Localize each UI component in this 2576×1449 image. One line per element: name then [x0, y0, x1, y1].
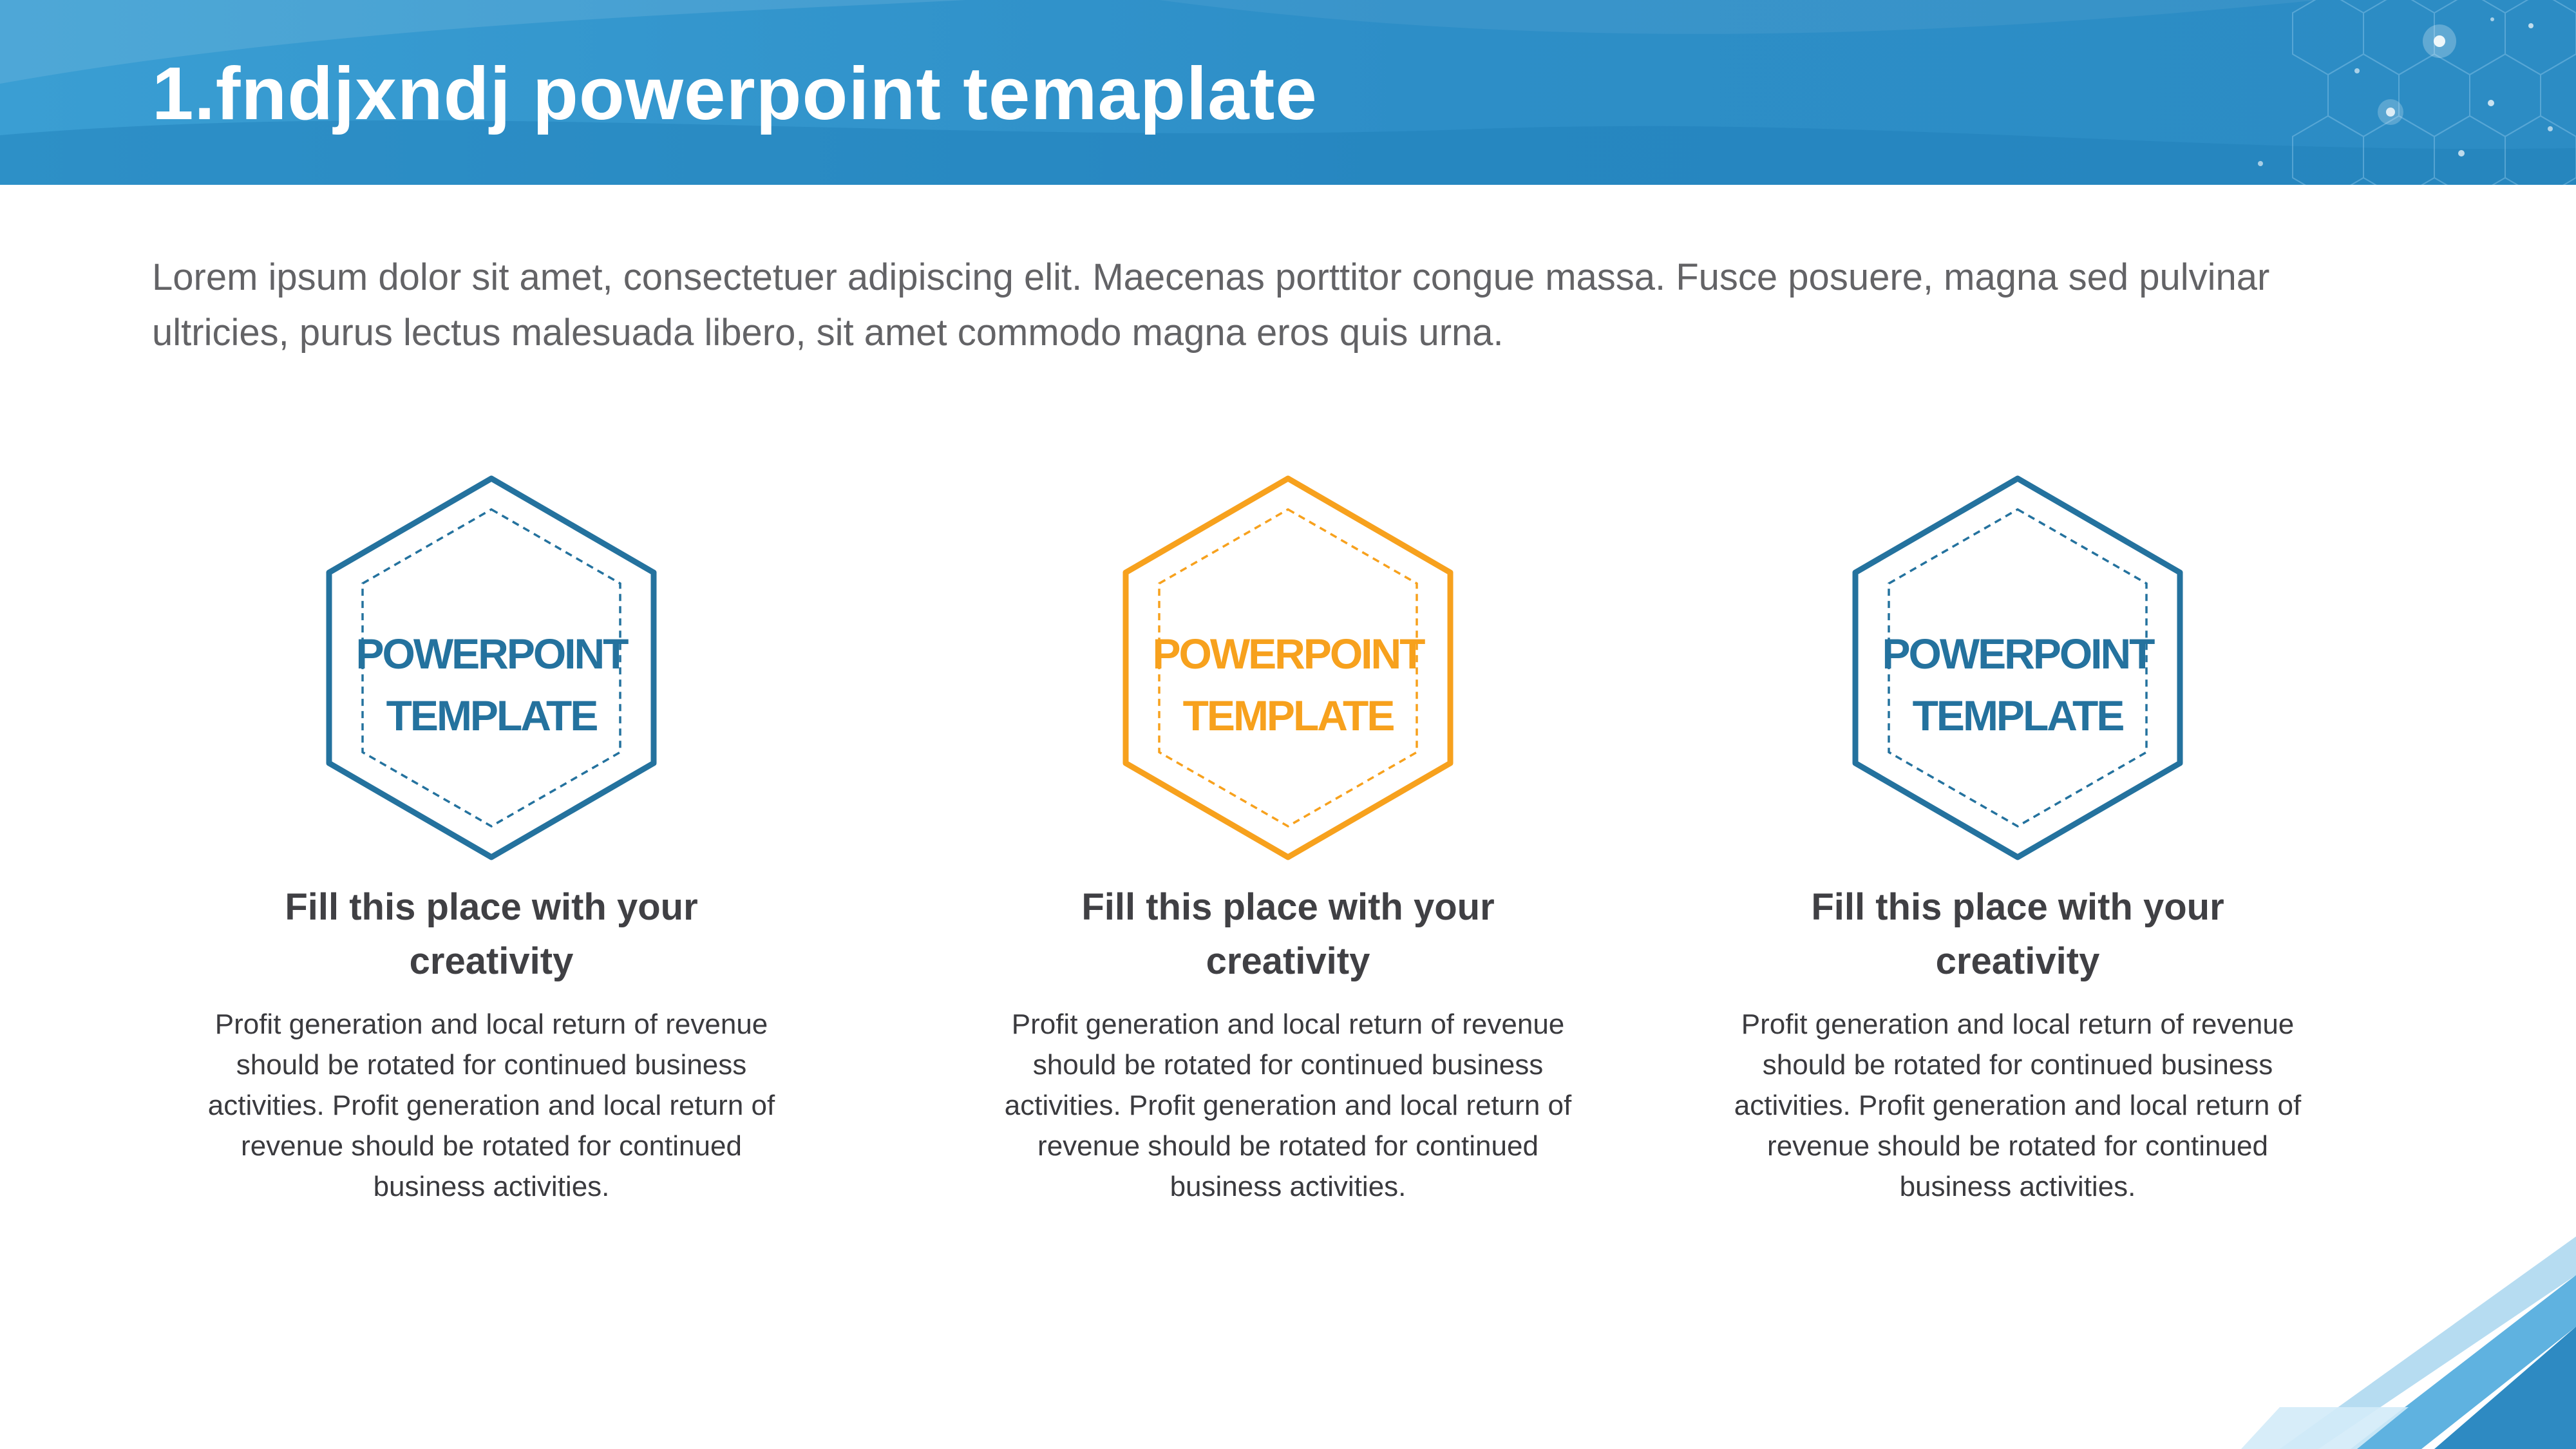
- intro-paragraph: Lorem ipsum dolor sit amet, consectetuer adipiscing elit. Maecenas porttitor congue massa. Fusce posuere, magna sed pulvinar ultricies, purus lectus malesuada libero, sit amet commodo magna eros quis urna.: [152, 256, 2270, 354]
- corner-decoration: [2241, 1236, 2576, 1449]
- card-heading-line-1: Fill this place with your: [285, 886, 698, 928]
- card-heading-line-2: creativity: [1206, 940, 1370, 982]
- hexagon-label: [1849, 623, 2186, 746]
- hexagon-label-line-1: POWERPOINT: [1882, 630, 2154, 677]
- card-heading: [998, 880, 1578, 989]
- card-heading-line-1: Fill this place with your: [1811, 886, 2224, 928]
- card-body-text: Profit generation and local return of revenue should be rotated for continued business activities. Profit generation and local return of revenue should be rotated for continued business activities.: [1004, 1009, 1572, 1202]
- card-body-text: Profit generation and local return of revenue should be rotated for continued business activities. Profit generation and local return of revenue should be rotated for continued business activities.: [207, 1009, 775, 1202]
- feature-card: [998, 473, 1578, 1214]
- card-heading: [202, 880, 781, 989]
- card-heading: [1728, 880, 2307, 989]
- hexagon-label-line-2: TEMPLATE: [1182, 692, 1394, 739]
- card-heading-line-2: creativity: [409, 940, 574, 982]
- card-body-text: Profit generation and local return of revenue should be rotated for continued business activities. Profit generation and local return of revenue should be rotated for continued business activities.: [1734, 1009, 2302, 1202]
- hexagon-label-line-2: TEMPLATE: [386, 692, 597, 739]
- header-banner: [0, 0, 2576, 185]
- hexagon-label-line-2: TEMPLATE: [1912, 692, 2123, 739]
- hexagon-label: [1119, 623, 1457, 746]
- slide-title: 1.fndjxndj powerpoint temaplate: [152, 52, 1318, 135]
- hexagon-label: [323, 623, 660, 746]
- card-heading-line-1: Fill this place with your: [1081, 886, 1495, 928]
- hexagon-label-line-1: POWERPOINT: [1152, 630, 1424, 677]
- card-heading-line-2: creativity: [1935, 940, 2100, 982]
- hexagon-label-line-1: POWERPOINT: [355, 630, 627, 677]
- feature-card: [1728, 473, 2307, 1214]
- feature-card: [202, 473, 781, 1214]
